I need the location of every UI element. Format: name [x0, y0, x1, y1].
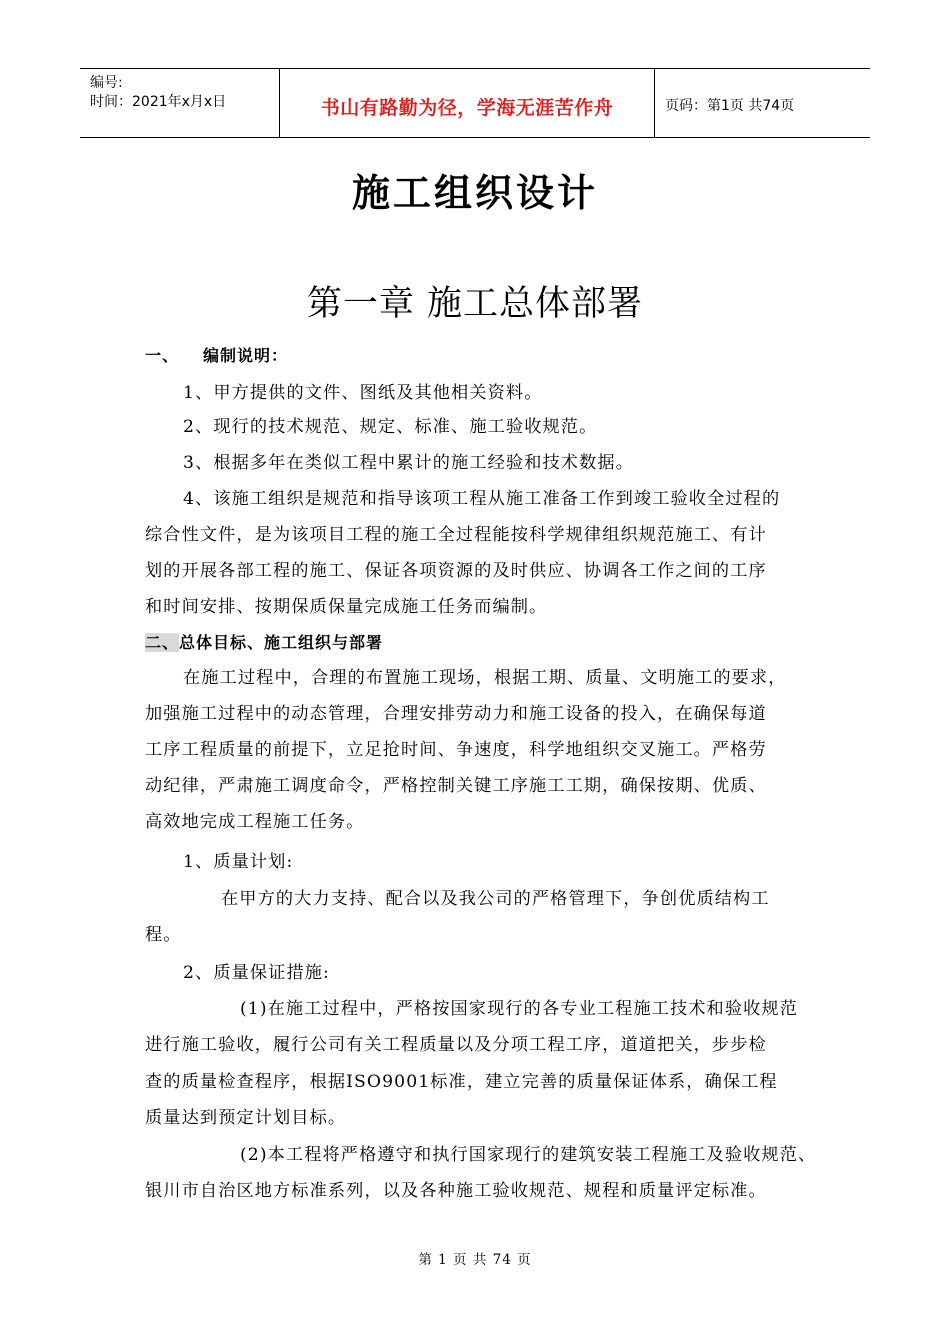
- quality-measures-heading: 2、质量保证措施:: [183, 963, 330, 983]
- section1-number: 一、: [145, 346, 180, 365]
- section2-para-line: 动纪律，严肃施工调度命令，严格控制关键工序施工工期，确保按期、优质、: [145, 776, 767, 796]
- header-meta-cell: [80, 69, 280, 137]
- header-table: [80, 68, 870, 138]
- section2-para-line: 加强施工过程中的动态管理，合理安排劳动力和施工设备的投入，在确保每道: [145, 704, 767, 724]
- quality-plan-heading: 1、质量计划:: [183, 852, 294, 872]
- page-info: 页码：第1页 共74页: [665, 98, 795, 114]
- section1-item-4-line: 和时间安排、按期保质保量完成施工任务而编制。: [145, 597, 548, 617]
- section1-item-3: 3、根据多年在类似工程中累计的施工经验和技术数据。: [183, 453, 634, 473]
- section2-number: 二、: [145, 633, 180, 652]
- section1-item-4-line: 4、该施工组织是规范和指导该项工程从施工准备工作到竣工验收全过程的: [183, 489, 781, 509]
- header-page-cell: [655, 71, 870, 139]
- quality-plan-line: 程。: [145, 925, 182, 945]
- motto: 书山有路勤为径，学海无涯苦作舟: [320, 96, 614, 119]
- section2-heading: [145, 630, 383, 653]
- measure1-line: (1)在施工过程中，严格按国家现行的各专业工程施工技术和验收规范: [240, 999, 798, 1019]
- section2-para-line: 在施工过程中，合理的布置施工现场，根据工期、质量、文明施工的要求，: [183, 668, 787, 688]
- measure1-line: 查的质量检查程序，根据ISO9001标准，建立完善的质量保证体系，确保工程: [145, 1072, 778, 1092]
- measure2-line: 银川市自治区地方标准系列，以及各种施工验收规范、规程和质量评定标准。: [145, 1181, 767, 1201]
- measure1-line: 进行施工验收，履行公司有关工程质量以及分项工程工序，道道把关，步步检: [145, 1035, 767, 1055]
- section1-item-2: 2、现行的技术规范、规定、标准、施工验收规范。: [183, 417, 598, 437]
- date-label: 时间：2021年x月x日: [90, 94, 227, 110]
- chapter-title: 第一章 施工总体部署: [306, 284, 644, 324]
- section1-item-1: 1、甲方提供的文件、图纸及其他相关资料。: [183, 383, 543, 403]
- section2-title: 总体目标、施工组织与部署: [179, 633, 384, 652]
- page-footer: 第 1 页 共 74 页: [418, 1252, 532, 1268]
- section2-para-line: 高效地完成工程施工任务。: [145, 812, 365, 832]
- document-title: 施工组织设计: [351, 170, 598, 215]
- quality-plan-line: 在甲方的大力支持、配合以及我公司的严格管理下，争创优质结构工: [221, 889, 770, 909]
- section2-para-line: 工序工程质量的前提下，立足抢时间、争速度，科学地组织交叉施工。严格劳: [145, 740, 767, 760]
- number-label: 编号:: [90, 75, 123, 91]
- section1-title: 编制说明：: [203, 346, 289, 365]
- header-motto-cell: [280, 69, 655, 137]
- measure2-line: (2)本工程将严格遵守和执行国家现行的建筑安装工程施工及验收规范、: [240, 1145, 817, 1165]
- section1-item-4-line: 划的开展各部工程的施工、保证各项资源的及时供应、协调各工作之间的工序: [145, 561, 767, 581]
- measure1-line: 质量达到预定计划目标。: [145, 1108, 347, 1128]
- section1-item-4-line: 综合性文件，是为该项目工程的施工全过程能按科学规律组织规范施工、有计: [145, 525, 767, 545]
